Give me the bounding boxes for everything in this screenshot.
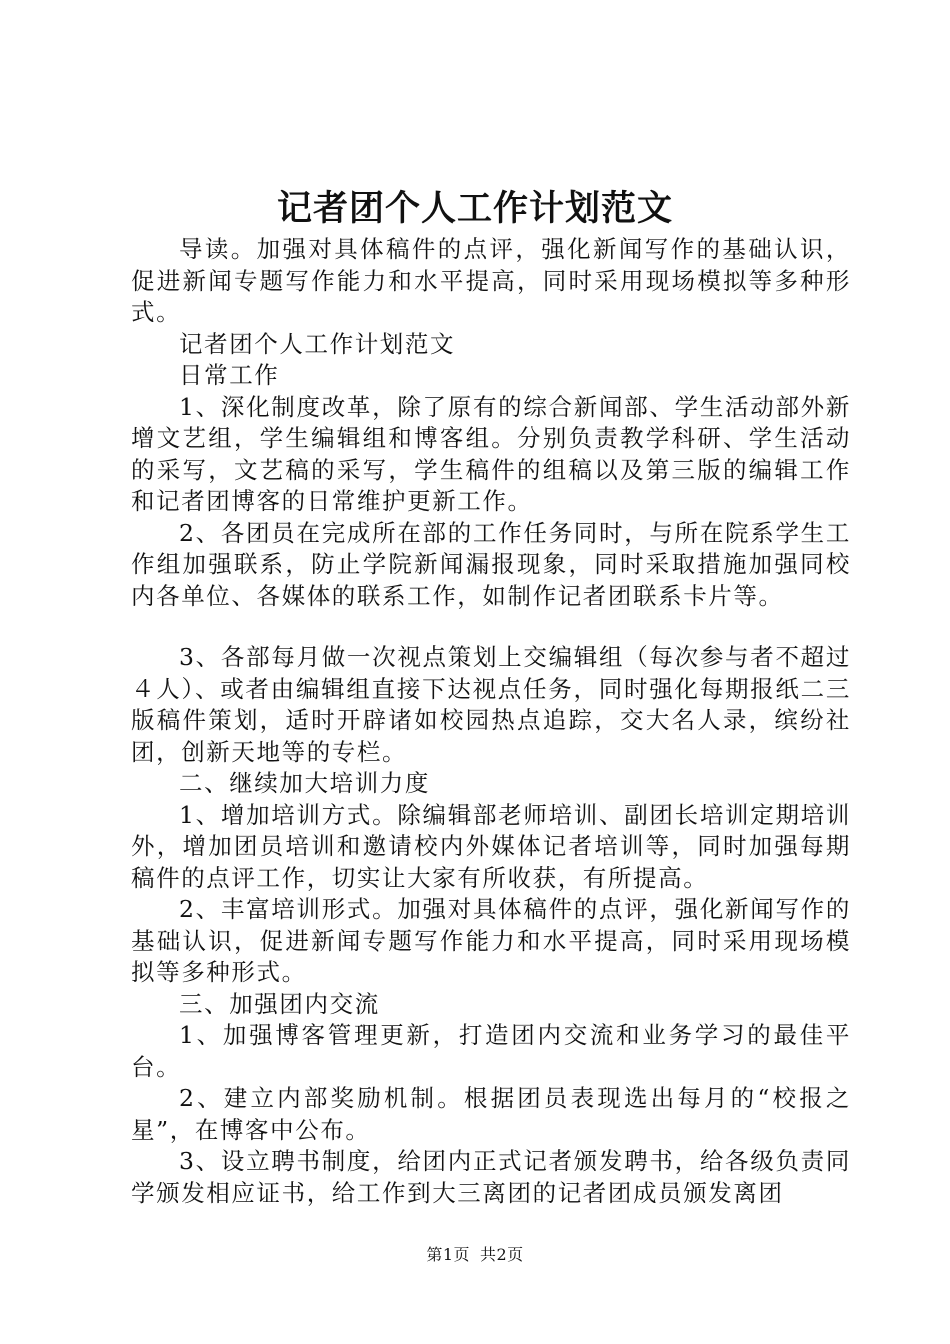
intro-paragraph: 导读。加强对具体稿件的点评，强化新闻写作的基础认识，促进新闻专题写作能力和水平提高，同时采用现场模拟等多种形式。 (131, 235, 851, 326)
document-body (131, 234, 851, 1209)
daily-work-item-2: 2、各团员在完成所在部的工作任务同时，与所在院系学生工作组加强联系，防止学院新闻漏报现象，同时采取措施加强同校内各单位、各媒体的联系工作，如制作记者团联系卡片等。 (131, 518, 851, 610)
page-footer (0, 1245, 950, 1265)
subtitle-paragraph: 记者团个人工作计划范文 (179, 329, 456, 358)
section-heading-exchange: 三、加强团内交流 (179, 989, 380, 1018)
training-item-2: 2、丰富培训形式。加强对具体稿件的点评，强化新闻写作的基础认识，促进新闻专题写作能力和水平提高，同时采用现场模拟等多种形式。 (131, 895, 851, 986)
daily-work-item-3: 3、各部每月做一次视点策划上交编辑组（每次参与者不超过４人）、或者由编辑组直接下达视点任务，同时强化每期报纸二三版稿件策划，适时开辟诸如校园热点追踪，交大名人录，缤纷社团，创新天地等的专栏。 (131, 643, 851, 766)
section-heading-training: 二、继续加大培训力度 (179, 769, 430, 797)
page-total: 共2页 (480, 1245, 524, 1264)
exchange-item-1: 1、加强博客管理更新，打造团内交流和业务学习的最佳平台。 (131, 1021, 851, 1081)
daily-work-item-1: 1、深化制度改革，除了原有的综合新闻部、学生活动部外新增文艺组，学生编辑组和博客组。分别负责教学科研、学生活动的采写，文艺稿的采写，学生稿件的组稿以及第三版的编辑工作和记者团博客的日常维护更新工作。 (131, 392, 851, 515)
page-number: 第1页 (426, 1245, 470, 1264)
exchange-item-3: 3、设立聘书制度，给团内正式记者颁发聘书，给各级负责同学颁发相应证书，给工作到大三离团的记者团成员颁发离团 (131, 1147, 851, 1207)
training-item-1: 1、增加培训方式。除编辑部老师培训、副团长培训定期培训外，增加团员培训和邀请校内外媒体记者培训等，同时加强每期稿件的点评工作，切实让大家有所收获，有所提高。 (131, 800, 851, 892)
exchange-item-2: 2、建立内部奖励机制。根据团员表现选出每月的“校报之星”，在博客中公布。 (131, 1084, 851, 1144)
document-title: 记者团个人工作计划范文 (276, 188, 673, 229)
section-heading-daily-work: 日常工作 (179, 361, 280, 389)
